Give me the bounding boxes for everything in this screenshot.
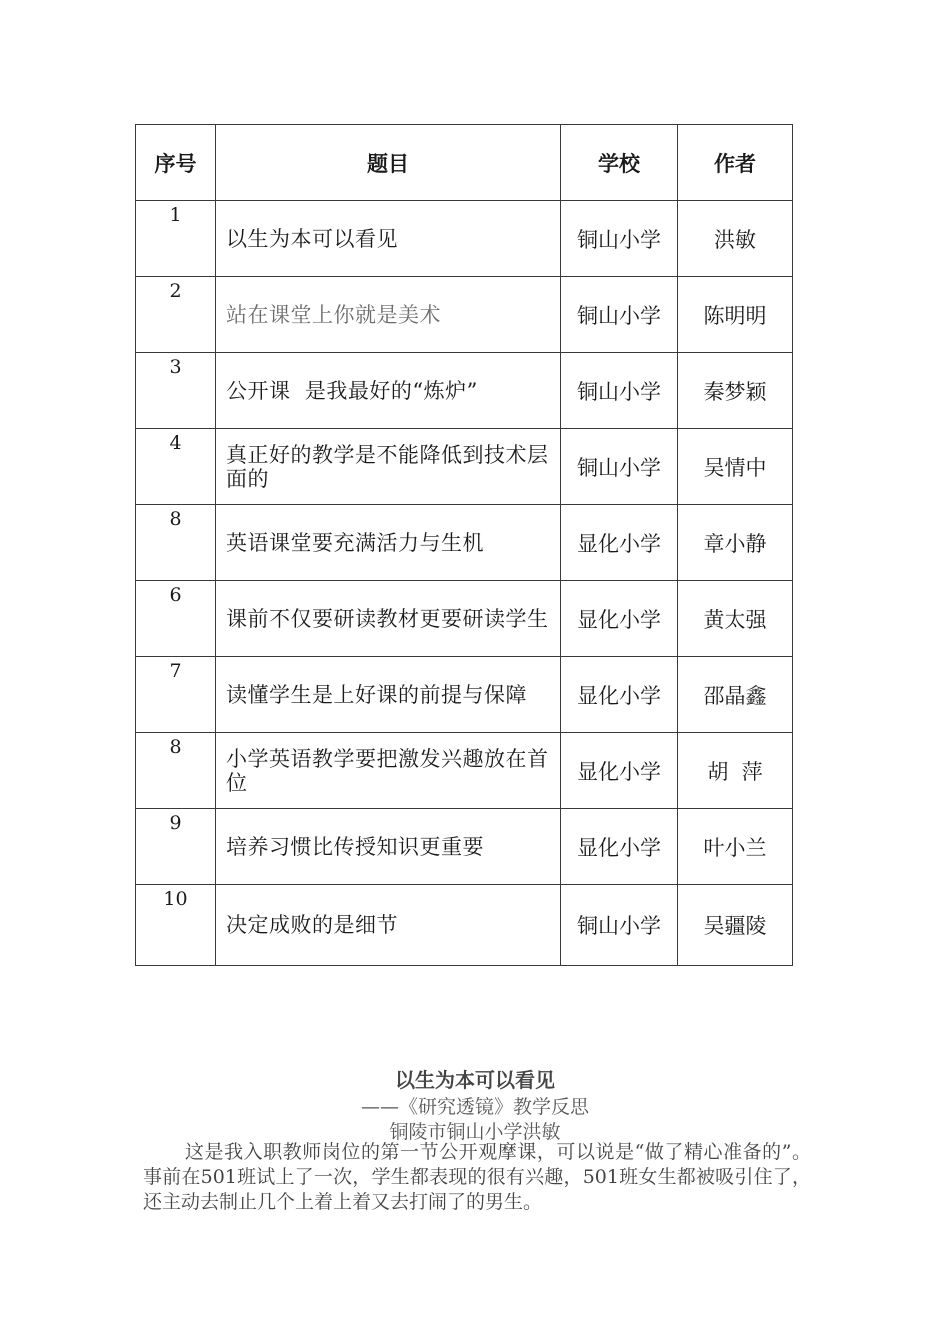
row-num: 1: [136, 201, 216, 277]
row-num: 3: [136, 353, 216, 429]
row-school: 铜山小学: [561, 429, 678, 505]
row-title: 站在课堂上你就是美术: [216, 277, 561, 353]
header-num: 序号: [136, 125, 216, 201]
row-num: 7: [136, 657, 216, 733]
row-title: 真正好的教学是不能降低到技术层面的: [216, 429, 561, 505]
row-title: 公开课 是我最好的“炼炉”: [216, 353, 561, 429]
header-title: 题目: [216, 125, 561, 201]
row-school: 显化小学: [561, 505, 678, 581]
row-school: 铜山小学: [561, 353, 678, 429]
table-row: [136, 657, 793, 733]
row-author: 洪敏: [678, 201, 793, 277]
row-num: 9: [136, 809, 216, 885]
row-num: 6: [136, 581, 216, 657]
row-author: 邵晶鑫: [678, 657, 793, 733]
row-author: 胡 萍: [678, 733, 793, 809]
header-school: 学校: [561, 125, 678, 201]
row-author: 陈明明: [678, 277, 793, 353]
table-header-row: [136, 125, 793, 201]
table-row: [136, 809, 793, 885]
row-school: 铜山小学: [561, 885, 678, 966]
table-row: [136, 581, 793, 657]
table-row: [136, 885, 793, 966]
row-num: 4: [136, 429, 216, 505]
row-num: 10: [136, 885, 216, 966]
row-num: 8: [136, 733, 216, 809]
row-num: 2: [136, 277, 216, 353]
row-author: 章小静: [678, 505, 793, 581]
row-school: 铜山小学: [561, 201, 678, 277]
article-author: 铜陵市铜山小学洪敏: [389, 1121, 561, 1143]
row-title: 课前不仅要研读教材更要研读学生: [216, 581, 561, 657]
row-author: 吴疆陵: [678, 885, 793, 966]
table-row: [136, 201, 793, 277]
article-body: 这是我入职教师岗位的第一节公开观摩课，可以说是“做了精心准备的”。事前在501班试上了一次，学生都表现的很有兴趣，501班女生都被吸引住了，还主动去制止几个上着上着又去打闹了的男生。: [143, 1141, 811, 1213]
table-row: [136, 505, 793, 581]
row-title: 读懂学生是上好课的前提与保障: [216, 657, 561, 733]
row-author: 黄太强: [678, 581, 793, 657]
row-title: 培养习惯比传授知识更重要: [216, 809, 561, 885]
table-row: [136, 277, 793, 353]
row-school: 铜山小学: [561, 277, 678, 353]
row-title: 决定成败的是细节: [216, 885, 561, 966]
row-author: 吴情中: [678, 429, 793, 505]
article-title: 以生为本可以看见: [395, 1068, 555, 1092]
row-school: 显化小学: [561, 733, 678, 809]
header-author: 作者: [678, 125, 793, 201]
row-author: 秦梦颖: [678, 353, 793, 429]
row-title: 英语课堂要充满活力与生机: [216, 505, 561, 581]
table-row: [136, 429, 793, 505]
table-row: [136, 733, 793, 809]
article-subtitle: ——《研究透镜》教学反思: [360, 1096, 589, 1118]
row-school: 显化小学: [561, 657, 678, 733]
row-school: 显化小学: [561, 581, 678, 657]
row-title: 以生为本可以看见: [216, 201, 561, 277]
row-num: 8: [136, 505, 216, 581]
row-school: 显化小学: [561, 809, 678, 885]
row-title: 小学英语教学要把激发兴趣放在首位: [216, 733, 561, 809]
row-author: 叶小兰: [678, 809, 793, 885]
table-row: [136, 353, 793, 429]
article-list-table: [135, 124, 793, 966]
